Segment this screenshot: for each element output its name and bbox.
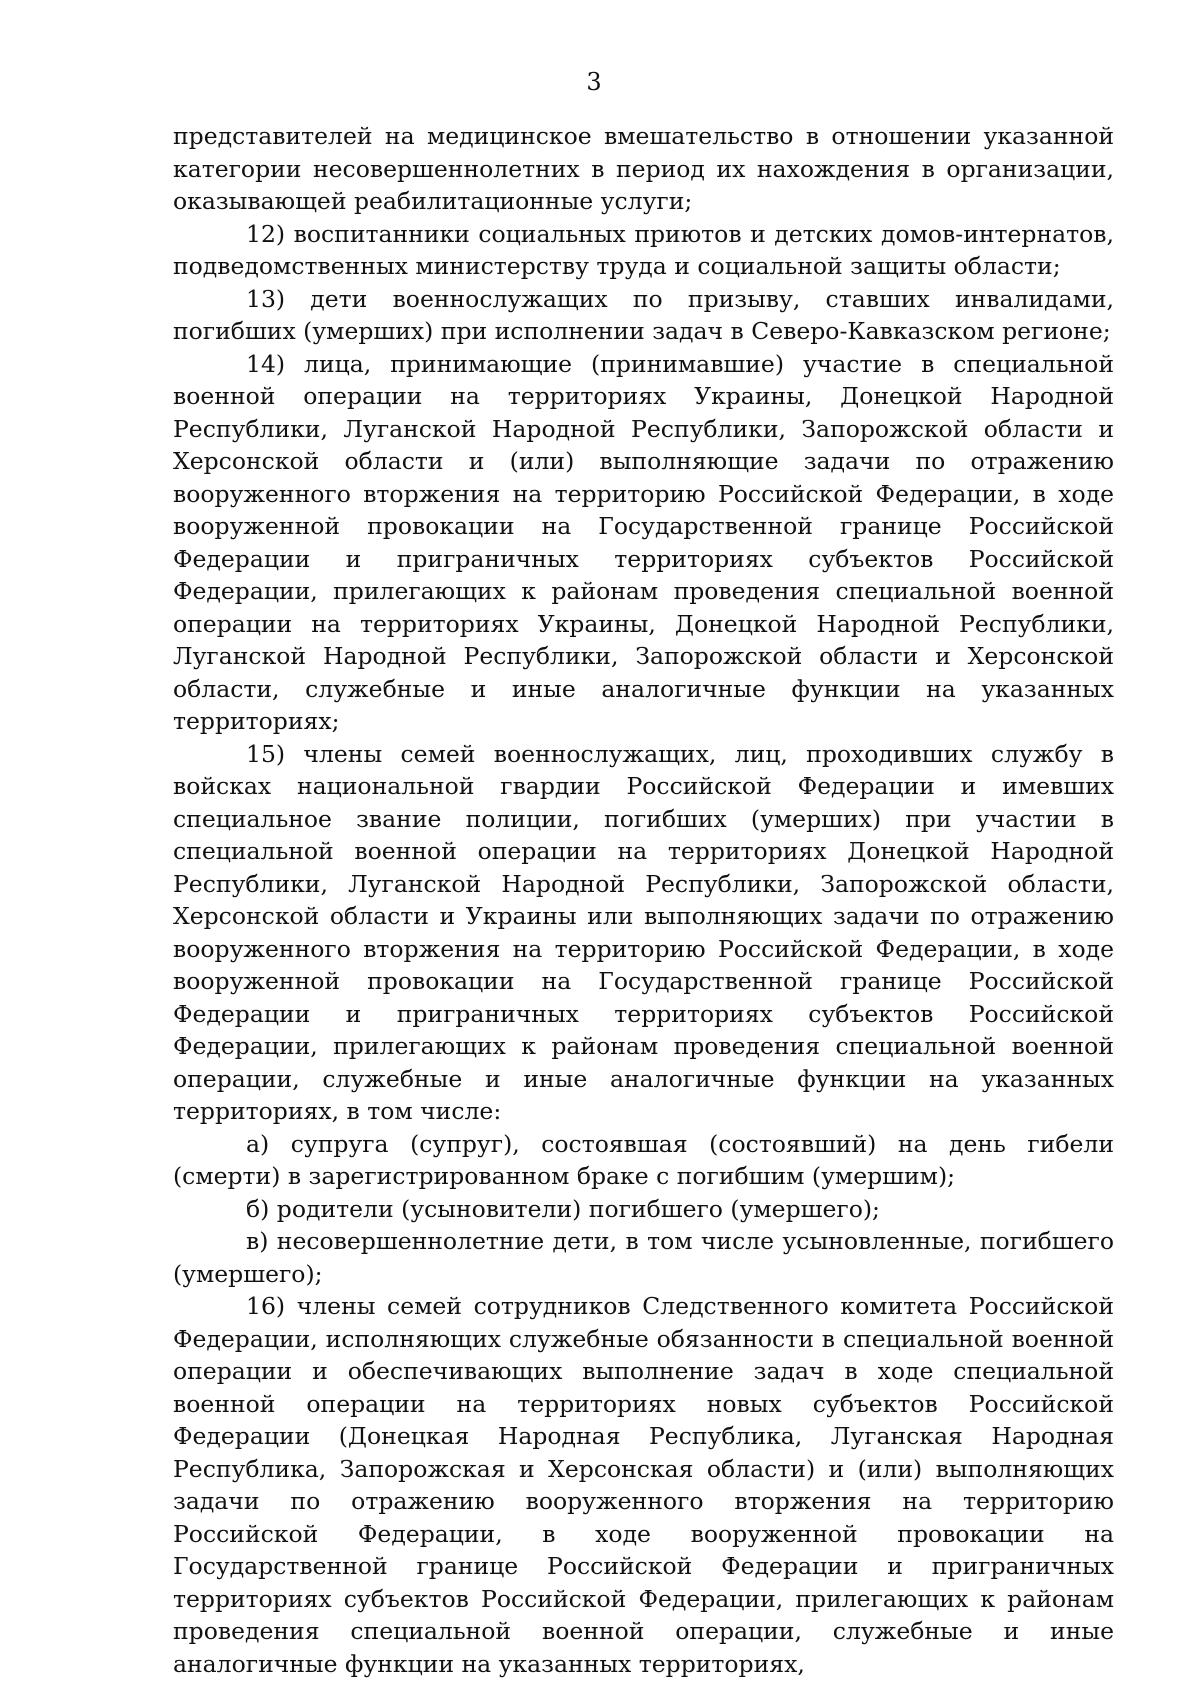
paragraph-item-12: 12) воспитанники социальных приютов и детских домов-интернатов, подведомственных министерству труда и социальной защиты области;	[173, 219, 1114, 280]
paragraph-continuation: представителей на медицинское вмешательство в отношении указанной категории несовершеннолетних в период их нахождения в организации, оказывающей реабилитационные услуги;	[173, 122, 1114, 215]
page-number: 3	[586, 68, 602, 96]
paragraph-subitem-a: а) супруга (супруг), состоявшая (состоявший) на день гибели (смерти) в зарегистрированном браке с погибшим (умершим);	[173, 1129, 1114, 1190]
paragraph-subitem-v: в) несовершеннолетние дети, в том числе усыновленные, погибшего (умершего);	[173, 1227, 1114, 1288]
paragraph-item-13: 13) дети военнослужащих по призыву, ставших инвалидами, погибших (умерших) при исполнении задач в Северо-Кавказском регионе;	[173, 284, 1114, 345]
paragraph-item-16: 16) члены семей сотрудников Следственного комитета Российской Федерации, исполняющих служебные обязанности в специальной военной операции и обеспечивающих выполнение задач в ходе специальной военной операции на территориях новых субъектов Российской Федерации (Донецкая Народная Республика, Луганская Народная Республика, Запорожская и Херсонская области) и (или) выполняющих задачи по отражению вооруженного вторжения на территорию Российской Федерации, в ходе вооруженной провокации на Государственной границе Российской Федерации и приграничных территориях субъектов Российской Федерации, прилегающих к районам проведения специальной военной операции, служебные и иные аналогичные функции на указанных территориях,	[173, 1292, 1114, 1678]
paragraph-subitem-b: б) родители (усыновители) погибшего (умершего);	[246, 1194, 880, 1223]
document-body	[173, 120, 1114, 1680]
paragraph-item-15: 15) члены семей военнослужащих, лиц, проходивших службу в войсках национальной гвардии Российской Федерации и имевших специальное звание полиции, погибших (умерших) при участии в специальной военной операции на территориях Донецкой Народной Республики, Луганской Народной Республики, Запорожской области, Херсонской области и Украины или выполняющих задачи по отражению вооруженного вторжения на территорию Российской Федерации, в ходе вооруженной провокации на Государственной границе Российской Федерации и приграничных территориях субъектов Российской Федерации, прилегающих к районам проведения специальной военной операции, служебные и иные аналогичные функции на указанных территориях, в том числе:	[173, 739, 1114, 1125]
paragraph-item-14: 14) лица, принимающие (принимавшие) участие в специальной военной операции на территориях Украины, Донецкой Народной Республики, Луганской Народной Республики, Запорожской области и Херсонской области и (или) выполняющие задачи по отражению вооруженного вторжения на территорию Российской Федерации, в ходе вооруженной провокации на Государственной границе Российской Федерации и приграничных территориях субъектов Российской Федерации, прилегающих к районам проведения специальной военной операции на территориях Украины, Донецкой Народной Республики, Луганской Народной Республики, Запорожской области и Херсонской области, служебные и иные аналогичные функции на указанных территориях;	[173, 349, 1114, 735]
